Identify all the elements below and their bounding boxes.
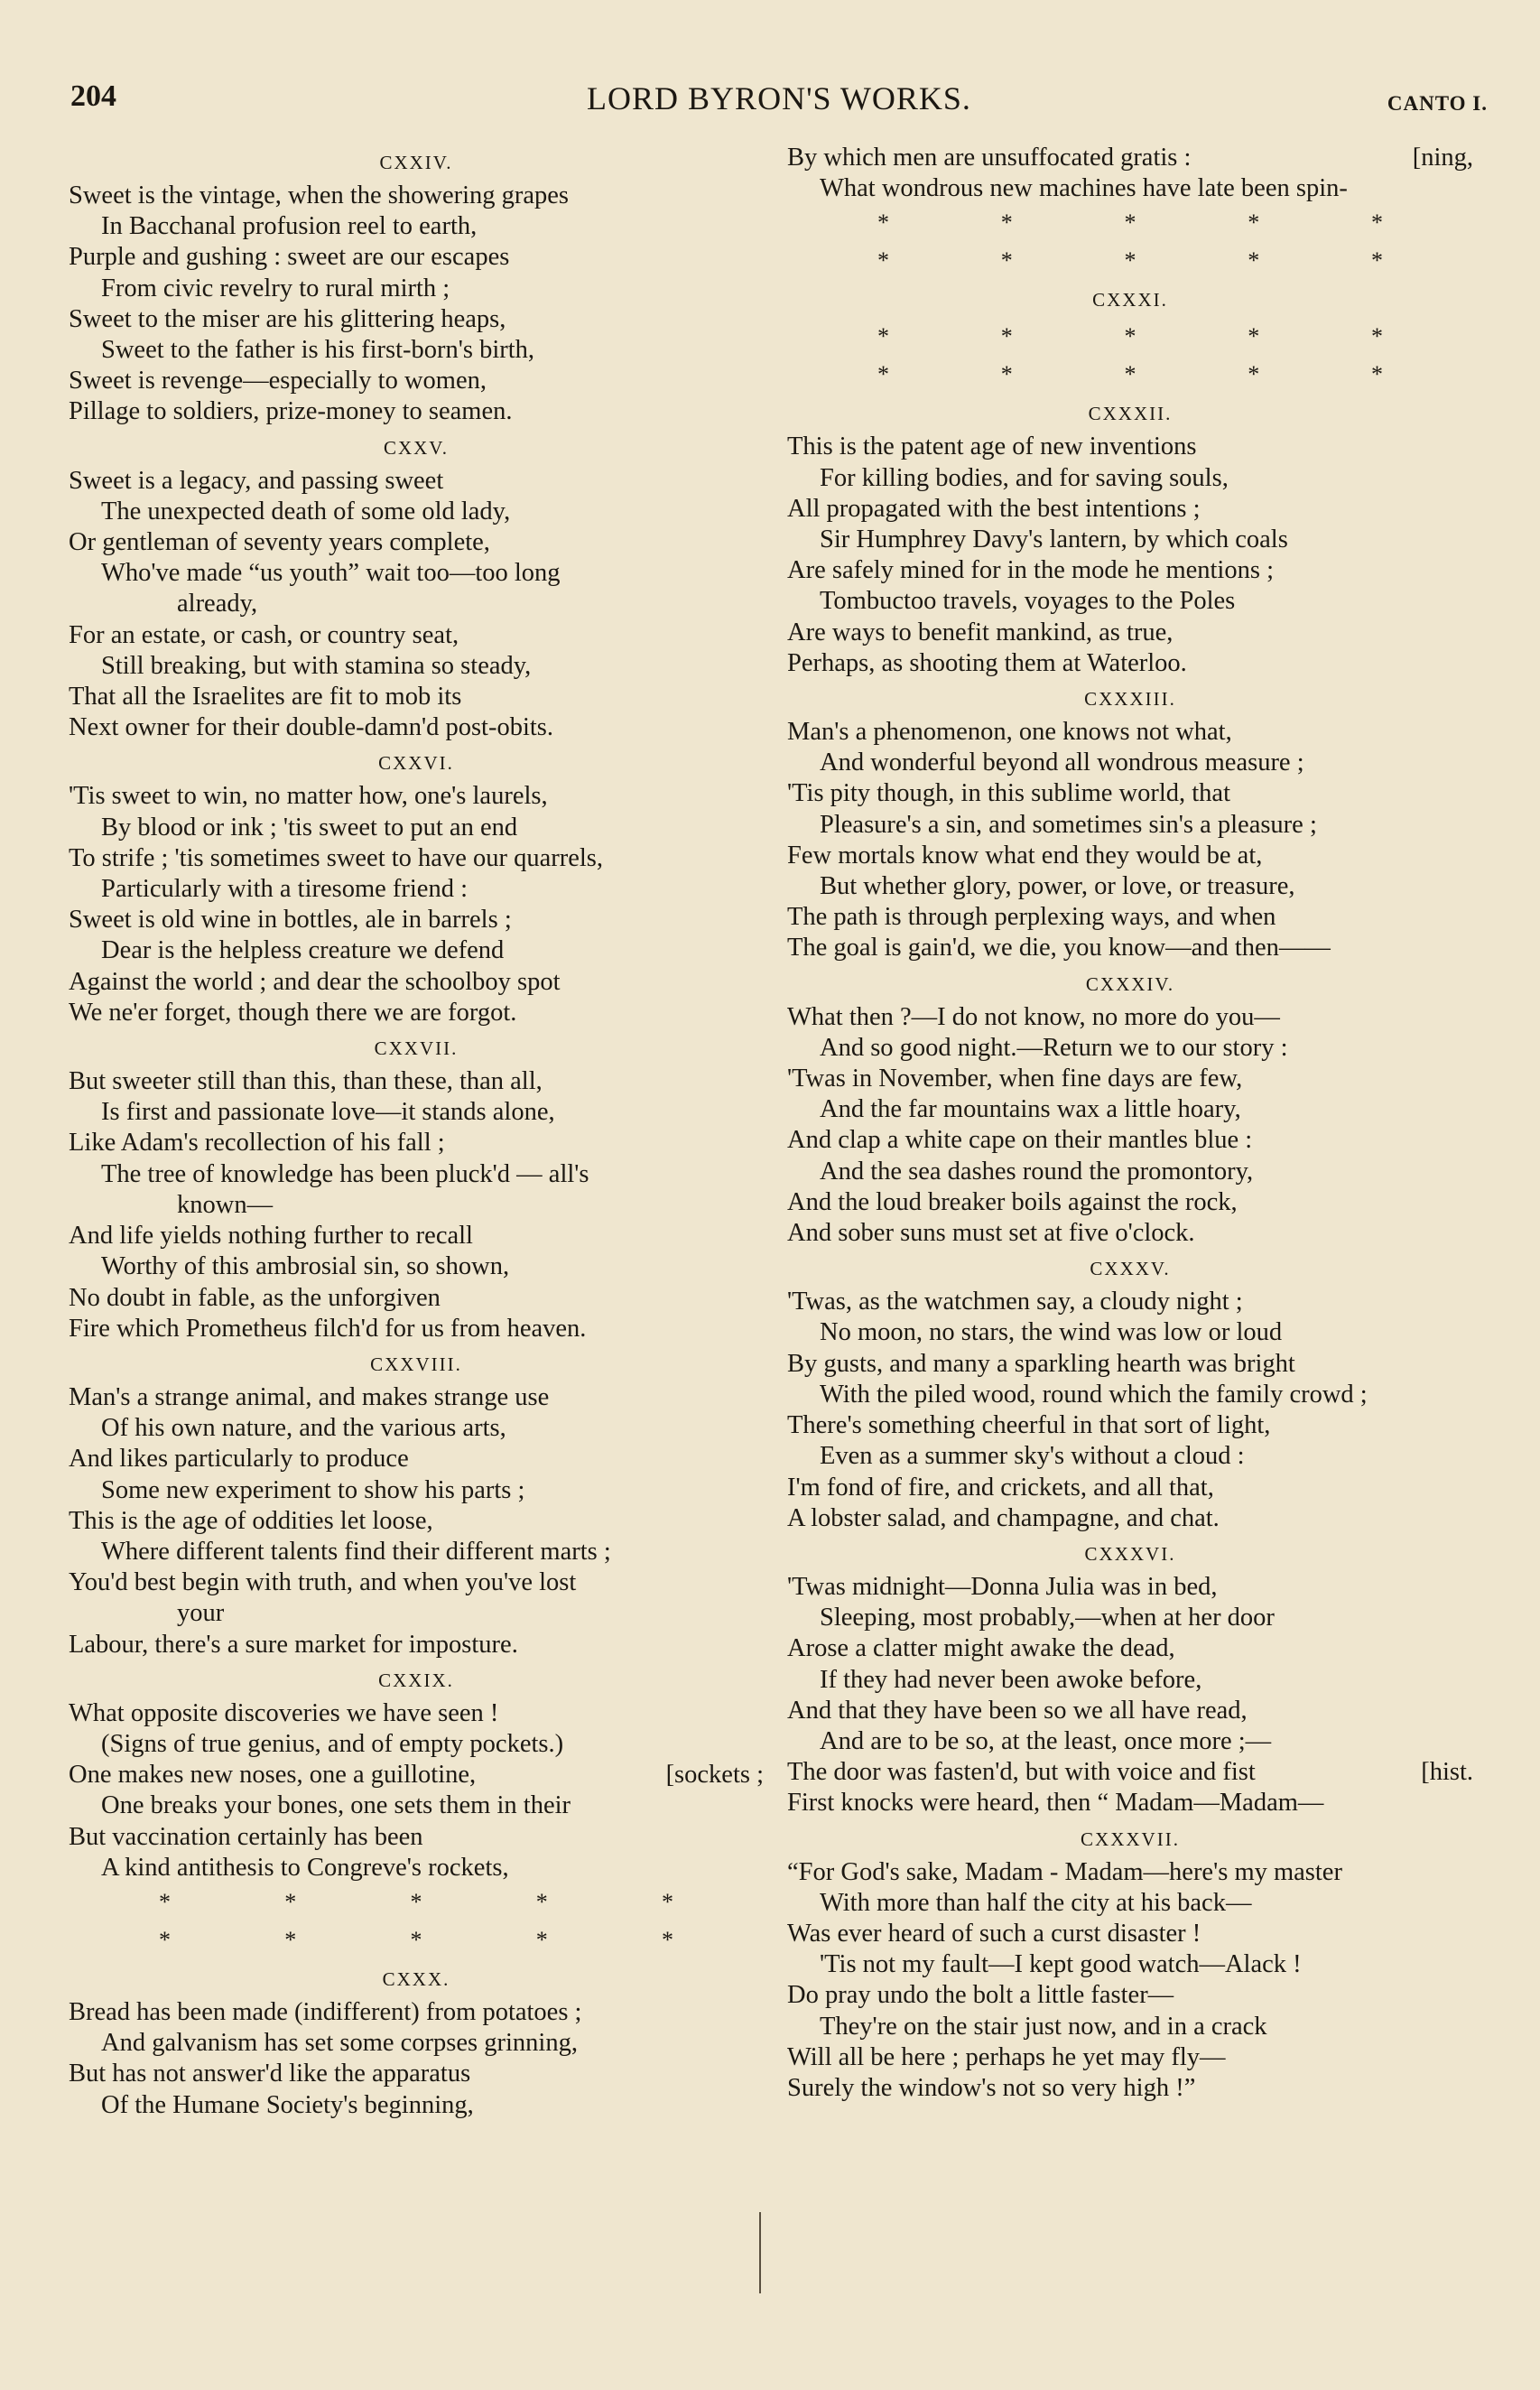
asterisk: * [410,1888,422,1915]
verse-line: With more than half the city at his back— [820,1888,1252,1917]
verse-line: Sweet is a legacy, and passing sweet [69,466,444,495]
verse-line: Bread has been made (indifferent) from potatoes ; [69,1997,582,2026]
verse-line: And sober suns must set at five o'clock. [787,1219,1195,1248]
verse-line: First knocks were heard, then “ Madam—Madam— [787,1789,1324,1818]
asterisk: * [1000,247,1013,274]
verse-line: Still breaking, but with stamina so steady, [101,651,532,680]
verse-line: This is the patent age of new inventions [787,432,1197,461]
stanza [787,285,1473,314]
left-column [69,143,764,2121]
stanza-number: CXXX. [382,1967,450,1990]
verse-line: What wondrous new machines have late been spin- [820,174,1348,203]
running-title: LORD BYRON'S WORKS. [587,80,971,116]
stanza-number: CXXXVI. [1084,1542,1176,1565]
stanza-number: CXXVI. [378,752,454,775]
stanza-number: CXXXV. [1090,1258,1171,1280]
verse-line: Labour, there's a sure market for imposture. [69,1630,518,1659]
verse-line: You'd best begin with truth, and when you've lost [69,1568,577,1597]
verse-line: Perhaps, as shooting them at Waterloo. [787,648,1187,677]
verse-line: And clap a white cape on their mantles blue : [787,1126,1253,1155]
stanza [69,433,764,744]
verse-line: And the sea dashes round the promontory, [820,1157,1254,1186]
verse-line: The unexpected death of some old lady, [101,497,511,525]
verse-line: your [177,1599,225,1628]
verse-line: That all the Israelites are fit to mob its [69,683,462,711]
asterisk: * [535,1926,548,1953]
verse-line: Is first and passionate love—it stands alone, [101,1098,555,1127]
verse-line: Against the world ; and dear the schoolboy spot [69,967,561,996]
verse-line: 'Tis sweet to win, no matter how, one's laurels, [69,782,548,811]
verse-line: And wonderful beyond all wondrous measure ; [820,749,1304,777]
verse-line: We ne'er forget, though there we are forgot. [69,998,517,1027]
stanza-number: CXXIX. [378,1669,454,1691]
verse-line: By gusts, and many a sparkling hearth was bright [787,1349,1295,1378]
verse-line: What opposite discoveries we have seen ! [69,1698,499,1727]
verse-line: Man's a strange animal, and makes strange use [69,1382,550,1411]
stanza [69,1965,764,2121]
asterisk-row [69,1921,764,1959]
verse-line: One makes new noses, one a guillotine, [sockets ; [69,1760,764,1790]
verse-line: A kind antithesis to Congreve's rockets, [101,1853,509,1882]
stanza [69,148,764,428]
verse-line: With the piled wood, round which the family crowd ; [820,1380,1368,1409]
asterisk-row [787,204,1473,242]
verse-line: Of the Humane Society's beginning, [101,2090,474,2119]
asterisk-row [787,242,1473,280]
verse-line: No moon, no stars, the wind was low or loud [820,1318,1283,1347]
verse-line: And are to be so, at the least, once more ;— [820,1726,1272,1755]
verse-line: But has not answer'd like the apparatus [69,2060,471,2088]
stanza-number: CXXXIV. [1085,972,1175,995]
verse-line: Pleasure's a sin, and sometimes sin's a pleasure ; [820,810,1317,839]
verse-line: By blood or ink ; 'tis sweet to put an end [101,813,518,842]
page-header [70,79,1488,134]
verse-line: Do pray undo the bolt a little faster— [787,1981,1174,2010]
stanza-number: CXXVIII. [370,1353,462,1375]
asterisk: * [284,1926,297,1953]
verse-line: To strife ; 'tis sometimes sweet to have our quarrels, [69,843,604,872]
stanza-number: CXXXIII. [1084,688,1176,711]
verse-line: Dear is the helpless creature we defend [101,936,505,965]
verse-line: 'Twas in November, when fine days are few, [787,1065,1243,1093]
verse-line: By which men are unsuffocated gratis : [ning, [787,143,1473,173]
asterisk: * [1124,361,1136,388]
asterisk: * [877,323,889,350]
stanza [69,1350,764,1660]
canto-label: CANTO I. [1387,92,1488,115]
verse-line: Surely the window's not so very high !” [787,2073,1196,2102]
verse-line: And galvanism has set some corpses grinning, [101,2029,578,2058]
asterisk: * [1124,247,1136,274]
verse-line: If they had never been awoke before, [820,1665,1202,1694]
verse-line: What then ?—I do not know, no more do you— [787,1002,1280,1031]
asterisk: * [1371,361,1383,388]
verse-line: Particularly with a tiresome friend : [101,875,468,904]
asterisk: * [662,1926,673,1953]
asterisk: * [877,209,889,237]
column-divider [759,2212,761,2293]
verse-line: Even as a summer sky's without a cloud : [820,1442,1245,1471]
asterisk: * [159,1926,171,1953]
turnover-fragment: [ning, [1412,144,1473,172]
verse-line: One breaks your bones, one sets them in their [101,1791,571,1820]
verse-line: Arose a clatter might awake the dead, [787,1634,1175,1663]
verse-line: And so good night.—Return we to our story : [820,1033,1288,1062]
asterisk: * [1124,323,1136,350]
verse-line: Where different talents find their different marts ; [101,1537,611,1566]
verse-line: Of his own nature, and the various arts, [101,1414,506,1443]
asterisk: * [1248,247,1260,274]
asterisk: * [1000,361,1013,388]
verse-line: Are ways to benefit mankind, as true, [787,618,1174,646]
turnover-fragment: [sockets ; [665,1761,764,1790]
verse-line: The tree of knowledge has been pluck'd — all's [101,1159,589,1188]
asterisk-row [787,356,1473,394]
stanza [69,1034,764,1344]
verse-line: But sweeter still than this, than these, than all, [69,1067,543,1096]
verse-line: The door was fasten'd, but with voice and fist [hist. [787,1757,1473,1788]
stanza [69,749,764,1028]
verse-line: In Bacchanal profusion reel to earth, [101,212,478,241]
stanza [787,970,1473,1250]
page-number: 204 [70,79,116,113]
stanza [787,399,1473,679]
asterisk: * [1248,209,1260,237]
stanza [787,1254,1473,1534]
verse-line: Sweet is old wine in bottles, ale in barrels ; [69,906,512,935]
verse-line: Some new experiment to show his parts ; [101,1475,525,1504]
asterisk: * [284,1888,297,1915]
verse-line: Sweet is revenge—especially to women, [69,367,487,395]
verse-line: All propagated with the best intentions ; [787,494,1201,523]
asterisk: * [1000,323,1013,350]
verse-line: 'Tis not my fault—I kept good watch—Alack ! [820,1950,1302,1979]
asterisk: * [662,1888,673,1915]
verse-line: “For God's sake, Madam - Madam—here's my master [787,1857,1342,1886]
verse-line: Worthy of this ambrosial sin, so shown, [101,1252,510,1281]
verse-line: There's something cheerful in that sort of light, [787,1411,1271,1440]
stanza-number: CXXV. [383,436,450,459]
verse-line: known— [177,1190,274,1219]
stanza [787,684,1473,964]
verse-line: Purple and gushing : sweet are our escapes [69,243,510,272]
verse-line: 'Twas, as the watchmen say, a cloudy night ; [787,1288,1243,1316]
verse-line: A lobster salad, and champagne, and chat. [787,1503,1220,1532]
asterisk: * [159,1888,171,1915]
asterisk: * [1248,323,1260,350]
verse-line: Fire which Prometheus filch'd for us from heaven. [69,1314,587,1343]
verse-line: And the loud breaker boils against the rock, [787,1187,1238,1216]
verse-line: Like Adam's recollection of his fall ; [69,1129,445,1158]
verse-line: Sweet to the miser are his glittering heaps, [69,304,506,333]
verse-line: Tombuctoo travels, voyages to the Poles [820,587,1236,616]
verse-line: Are safely mined for in the mode he mentions ; [787,556,1274,585]
stanza [69,1666,764,1883]
verse-line: But vaccination certainly has been [69,1822,423,1851]
verse-line: But whether glory, power, or love, or treasure, [820,872,1295,901]
verse-line: Sweet is the vintage, when the showering grapes [69,181,570,209]
stanza-number: CXXIV. [379,152,453,173]
asterisk: * [877,247,889,274]
asterisk: * [1248,361,1260,388]
verse-line: Pillage to soldiers, prize-money to seamen. [69,397,513,426]
verse-line: (Signs of true genius, and of empty pockets.) [101,1729,564,1758]
verse-line: This is the age of oddities let loose, [69,1506,433,1535]
asterisk: * [1371,323,1383,350]
verse-line: Next owner for their double-damn'd post-obits. [69,713,554,742]
verse-line: Or gentleman of seventy years complete, [69,528,490,557]
asterisk: * [410,1926,422,1953]
verse-line: From civic revelry to rural mirth ; [101,274,450,302]
verse-line: And likes particularly to produce [69,1445,409,1474]
asterisk: * [1371,247,1383,274]
asterisk-row [787,318,1473,356]
verse-line: Who've made “us youth” wait too—too long [101,559,561,588]
verse-line: Sleeping, most probably,—when at her door [820,1604,1275,1632]
stanza [787,143,1473,204]
verse-line: Few mortals know what end they would be at, [787,841,1263,870]
verse-line: Will all be here ; perhaps he yet may fly— [787,2042,1226,2071]
stanza [787,1825,1473,2105]
turnover-fragment: [hist. [1421,1758,1473,1787]
verse-line: No doubt in fable, as the unforgiven [69,1283,441,1312]
asterisk: * [1371,209,1383,237]
verse-line: They're on the stair just now, and in a crack [820,2012,1267,2041]
verse-line: I'm fond of fire, and crickets, and all that, [787,1473,1214,1502]
verse-line: 'Twas midnight—Donna Julia was in bed, [787,1572,1218,1601]
asterisk: * [1124,209,1136,237]
asterisk: * [877,361,889,388]
verse-line: Man's a phenomenon, one knows not what, [787,718,1232,747]
asterisk: * [1000,209,1013,237]
stanza-number: CXXXII. [1088,403,1173,425]
verse-line: Sir Humphrey Davy's lantern, by which coals [820,525,1288,554]
asterisk-row [69,1883,764,1921]
stanza-number: CXXXVII. [1081,1827,1180,1850]
verse-line: For an estate, or cash, or country seat, [69,620,459,649]
verse-line: And that they have been so we all have read, [787,1696,1248,1725]
verse-line: And the far mountains wax a little hoary, [820,1095,1241,1124]
stanza-number: CXXXI. [1092,289,1168,312]
verse-line: For killing bodies, and for saving souls, [820,463,1229,492]
asterisk: * [535,1888,548,1915]
verse-line: The goal is gain'd, we die, you know—and then—— [787,934,1331,963]
verse-line: And life yields nothing further to recall [69,1222,473,1251]
verse-line: The path is through perplexing ways, and when [787,903,1276,932]
verse-line: already, [177,590,258,618]
verse-line: Was ever heard of such a curst disaster ! [787,1919,1201,1948]
verse-line: 'Tis pity though, in this sublime world, that [787,779,1230,808]
stanza-number: CXXVII. [374,1037,459,1060]
verse-line: Sweet to the father is his first-born's birth, [101,336,535,365]
stanza [787,1539,1473,1819]
right-column [787,143,1473,2104]
